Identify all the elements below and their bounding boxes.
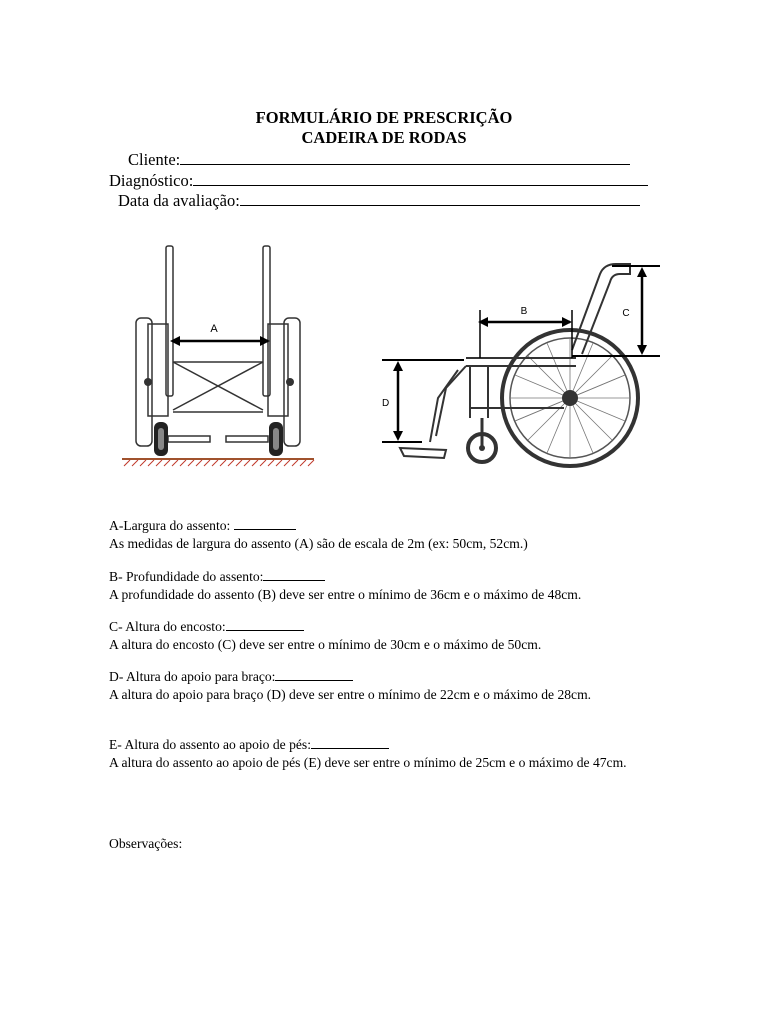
date-blank[interactable] (240, 190, 640, 206)
answer-blank[interactable] (311, 736, 389, 749)
item-description: As medidas de largura do assento (A) são de escala de 2m (ex: 50cm, 52cm.) (109, 536, 528, 551)
dimension-d-label: D (382, 398, 390, 409)
item-question: D- Altura do apoio para braço: (109, 669, 276, 684)
diagnosis-label: Diagnóstico: (109, 171, 194, 190)
client-blank[interactable] (180, 149, 630, 165)
answer-blank[interactable] (226, 618, 304, 631)
date-field[interactable] (118, 190, 640, 211)
answer-blank[interactable] (263, 568, 325, 581)
answer-blank[interactable] (234, 517, 296, 530)
client-label: Cliente: (128, 150, 181, 169)
item-armrest-height (109, 668, 659, 704)
item-seat-width (109, 517, 659, 553)
wheelchair-side-diagram (376, 258, 666, 472)
item-seat-depth (109, 568, 659, 604)
form-subtitle: CADEIRA DE RODAS (301, 128, 467, 147)
item-description: A altura do apoio para braço (D) deve ser entre o mínimo de 22cm e o máximo de 28cm. (109, 687, 592, 702)
form-title: FORMULÁRIO DE PRESCRIÇÃO (255, 108, 513, 127)
date-label: Data da avaliação: (118, 191, 240, 210)
item-question: E- Altura do assento ao apoio de pés: (109, 737, 311, 752)
item-description: A profundidade do assento (B) deve ser entre o mínimo de 36cm e o máximo de 48cm. (109, 587, 582, 602)
item-question: B- Profundidade do assento: (109, 569, 264, 584)
dimension-a-label: A (210, 323, 218, 335)
dimension-c-label: C (622, 308, 630, 319)
diagnosis-blank[interactable] (193, 170, 648, 186)
item-description: A altura do encosto (C) deve ser entre o mínimo de 30cm e o máximo de 50cm. (109, 637, 542, 652)
item-seat-to-footrest (109, 736, 659, 772)
item-question: A-Largura do assento: (109, 518, 231, 533)
answer-blank[interactable] (275, 668, 353, 681)
item-description: A altura do assento ao apoio de pés (E) deve ser entre o mínimo de 25cm e o máximo de 47cm. (109, 755, 627, 770)
observations-label: Observações: (109, 836, 183, 851)
dimension-b-label: B (520, 306, 528, 317)
wheelchair-front-diagram (118, 240, 320, 468)
client-field[interactable] (128, 149, 630, 170)
item-question: C- Altura do encosto: (109, 619, 226, 634)
item-backrest-height (109, 618, 659, 654)
diagnosis-field[interactable] (109, 170, 648, 191)
